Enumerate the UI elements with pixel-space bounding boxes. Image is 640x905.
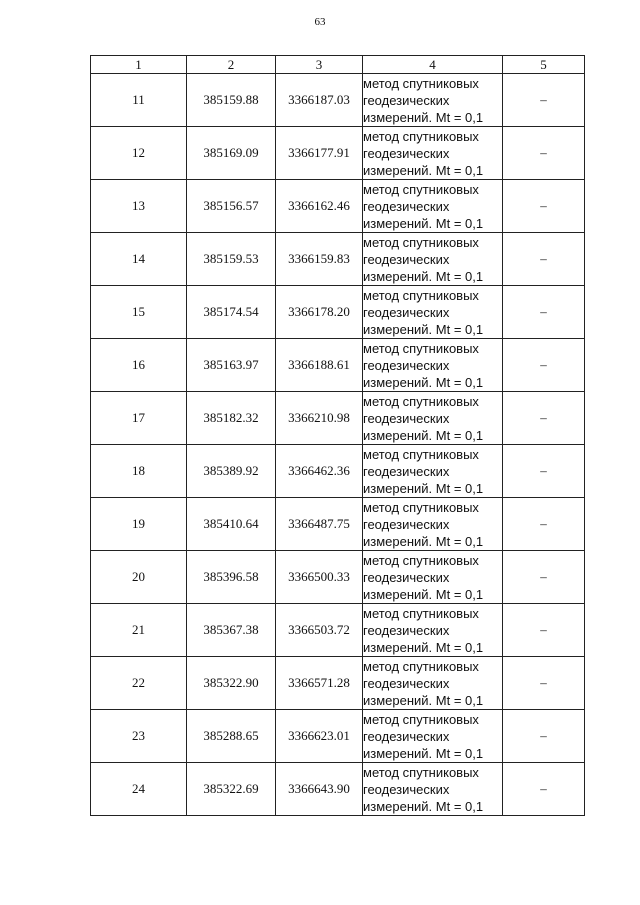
- y-coordinate-cell: 3366623.01: [276, 710, 363, 763]
- accuracy-cell: [503, 339, 585, 392]
- method-cell: [363, 604, 503, 657]
- x-coordinate-cell: 385163.97: [187, 339, 276, 392]
- method-cell: [363, 127, 503, 180]
- method-line: метод спутниковых: [363, 605, 479, 621]
- method-line: измерений. Mt = 0,1: [363, 215, 484, 231]
- method-cell: [363, 233, 503, 286]
- method-line: измерений. Mt = 0,1: [363, 374, 484, 390]
- method-cell: [363, 710, 503, 763]
- method-line: геодезических: [363, 304, 450, 320]
- table-row: [91, 339, 585, 392]
- method-cell: [363, 180, 503, 233]
- x-coordinate-cell: 385156.57: [187, 180, 276, 233]
- method-cell: [363, 74, 503, 127]
- x-coordinate-cell: 385288.65: [187, 710, 276, 763]
- dash-value: –: [540, 145, 547, 160]
- accuracy-cell: [503, 710, 585, 763]
- x-coordinate-cell: 385174.54: [187, 286, 276, 339]
- column-header: 4: [363, 56, 503, 74]
- y-coordinate-cell: 3366571.28: [276, 657, 363, 710]
- x-coordinate-cell: 385396.58: [187, 551, 276, 604]
- y-coordinate-cell: 3366500.33: [276, 551, 363, 604]
- method-cell: [363, 657, 503, 710]
- dash-value: –: [540, 251, 547, 266]
- dash-value: –: [540, 357, 547, 372]
- accuracy-cell: [503, 657, 585, 710]
- column-header: 1: [91, 56, 187, 74]
- accuracy-cell: [503, 498, 585, 551]
- method-line: измерений. Mt = 0,1: [363, 692, 484, 708]
- point-number-cell: 21: [91, 604, 187, 657]
- method-line: измерений. Mt = 0,1: [363, 321, 484, 337]
- table-row: [91, 498, 585, 551]
- y-coordinate-cell: 3366643.90: [276, 763, 363, 816]
- method-line: метод спутниковых: [363, 446, 479, 462]
- dash-value: –: [540, 781, 547, 796]
- x-coordinate-cell: 385389.92: [187, 445, 276, 498]
- accuracy-cell: [503, 604, 585, 657]
- column-header: 2: [187, 56, 276, 74]
- method-line: метод спутниковых: [363, 287, 479, 303]
- method-cell: [363, 286, 503, 339]
- dash-value: –: [540, 410, 547, 425]
- accuracy-cell: [503, 551, 585, 604]
- table-row: [91, 286, 585, 339]
- point-number-cell: 23: [91, 710, 187, 763]
- method-line: метод спутниковых: [363, 75, 479, 91]
- method-cell: [363, 551, 503, 604]
- point-number-cell: 24: [91, 763, 187, 816]
- y-coordinate-cell: 3366210.98: [276, 392, 363, 445]
- dash-value: –: [540, 304, 547, 319]
- method-line: метод спутниковых: [363, 552, 479, 568]
- accuracy-cell: [503, 127, 585, 180]
- x-coordinate-cell: 385322.90: [187, 657, 276, 710]
- table-row: [91, 127, 585, 180]
- method-line: геодезических: [363, 622, 450, 638]
- table-row: [91, 657, 585, 710]
- x-coordinate-cell: 385159.88: [187, 74, 276, 127]
- dash-value: –: [540, 728, 547, 743]
- dash-value: –: [540, 622, 547, 637]
- accuracy-cell: [503, 763, 585, 816]
- y-coordinate-cell: 3366503.72: [276, 604, 363, 657]
- point-number-cell: 11: [91, 74, 187, 127]
- method-line: измерений. Mt = 0,1: [363, 480, 484, 496]
- method-line: геодезических: [363, 145, 450, 161]
- method-line: метод спутниковых: [363, 764, 479, 780]
- column-header: 3: [276, 56, 363, 74]
- point-number-cell: 13: [91, 180, 187, 233]
- accuracy-cell: [503, 286, 585, 339]
- method-line: геодезических: [363, 410, 450, 426]
- method-line: геодезических: [363, 198, 450, 214]
- dash-value: –: [540, 198, 547, 213]
- point-number-cell: 16: [91, 339, 187, 392]
- dash-value: –: [540, 463, 547, 478]
- x-coordinate-cell: 385367.38: [187, 604, 276, 657]
- method-line: метод спутниковых: [363, 499, 479, 515]
- x-coordinate-cell: 385410.64: [187, 498, 276, 551]
- column-header: 5: [503, 56, 585, 74]
- y-coordinate-cell: 3366159.83: [276, 233, 363, 286]
- dash-value: –: [540, 516, 547, 531]
- method-line: геодезических: [363, 781, 450, 797]
- method-cell: [363, 498, 503, 551]
- accuracy-cell: [503, 233, 585, 286]
- method-line: геодезических: [363, 251, 450, 267]
- dash-value: –: [540, 569, 547, 584]
- table-header-row: [91, 56, 585, 74]
- method-line: измерений. Mt = 0,1: [363, 745, 484, 761]
- method-line: измерений. Mt = 0,1: [363, 798, 484, 814]
- method-line: измерений. Mt = 0,1: [363, 427, 484, 443]
- point-number-cell: 18: [91, 445, 187, 498]
- method-line: метод спутниковых: [363, 393, 479, 409]
- point-number-cell: 14: [91, 233, 187, 286]
- method-line: измерений. Mt = 0,1: [363, 533, 484, 549]
- method-line: измерений. Mt = 0,1: [363, 639, 484, 655]
- method-line: метод спутниковых: [363, 234, 479, 250]
- method-line: геодезических: [363, 728, 450, 744]
- method-cell: [363, 339, 503, 392]
- y-coordinate-cell: 3366177.91: [276, 127, 363, 180]
- table-row: [91, 710, 585, 763]
- x-coordinate-cell: 385322.69: [187, 763, 276, 816]
- method-line: метод спутниковых: [363, 128, 479, 144]
- point-number-cell: 20: [91, 551, 187, 604]
- y-coordinate-cell: 3366487.75: [276, 498, 363, 551]
- method-line: геодезических: [363, 463, 450, 479]
- table-row: [91, 551, 585, 604]
- accuracy-cell: [503, 180, 585, 233]
- y-coordinate-cell: 3366188.61: [276, 339, 363, 392]
- accuracy-cell: [503, 392, 585, 445]
- table-row: [91, 74, 585, 127]
- x-coordinate-cell: 385169.09: [187, 127, 276, 180]
- table-row: [91, 180, 585, 233]
- coordinates-table: [90, 55, 585, 816]
- accuracy-cell: [503, 74, 585, 127]
- method-line: измерений. Mt = 0,1: [363, 162, 484, 178]
- method-line: измерений. Mt = 0,1: [363, 109, 484, 125]
- method-line: измерений. Mt = 0,1: [363, 268, 484, 284]
- method-line: метод спутниковых: [363, 340, 479, 356]
- table-row: [91, 604, 585, 657]
- method-line: метод спутниковых: [363, 711, 479, 727]
- method-line: геодезических: [363, 92, 450, 108]
- y-coordinate-cell: 3366178.20: [276, 286, 363, 339]
- method-cell: [363, 445, 503, 498]
- table-row: [91, 233, 585, 286]
- table-row: [91, 392, 585, 445]
- y-coordinate-cell: 3366462.36: [276, 445, 363, 498]
- point-number-cell: 15: [91, 286, 187, 339]
- method-line: геодезических: [363, 516, 450, 532]
- accuracy-cell: [503, 445, 585, 498]
- method-line: метод спутниковых: [363, 658, 479, 674]
- page-number: 63: [314, 16, 326, 28]
- x-coordinate-cell: 385182.32: [187, 392, 276, 445]
- y-coordinate-cell: 3366162.46: [276, 180, 363, 233]
- dash-value: –: [540, 675, 547, 690]
- method-line: метод спутниковых: [363, 181, 479, 197]
- table-row: [91, 445, 585, 498]
- point-number-cell: 19: [91, 498, 187, 551]
- method-cell: [363, 763, 503, 816]
- method-cell: [363, 392, 503, 445]
- point-number-cell: 12: [91, 127, 187, 180]
- point-number-cell: 17: [91, 392, 187, 445]
- method-line: геодезических: [363, 357, 450, 373]
- y-coordinate-cell: 3366187.03: [276, 74, 363, 127]
- point-number-cell: 22: [91, 657, 187, 710]
- method-line: геодезических: [363, 569, 450, 585]
- dash-value: –: [540, 92, 547, 107]
- table-row: [91, 763, 585, 816]
- method-line: геодезических: [363, 675, 450, 691]
- method-line: измерений. Mt = 0,1: [363, 586, 484, 602]
- x-coordinate-cell: 385159.53: [187, 233, 276, 286]
